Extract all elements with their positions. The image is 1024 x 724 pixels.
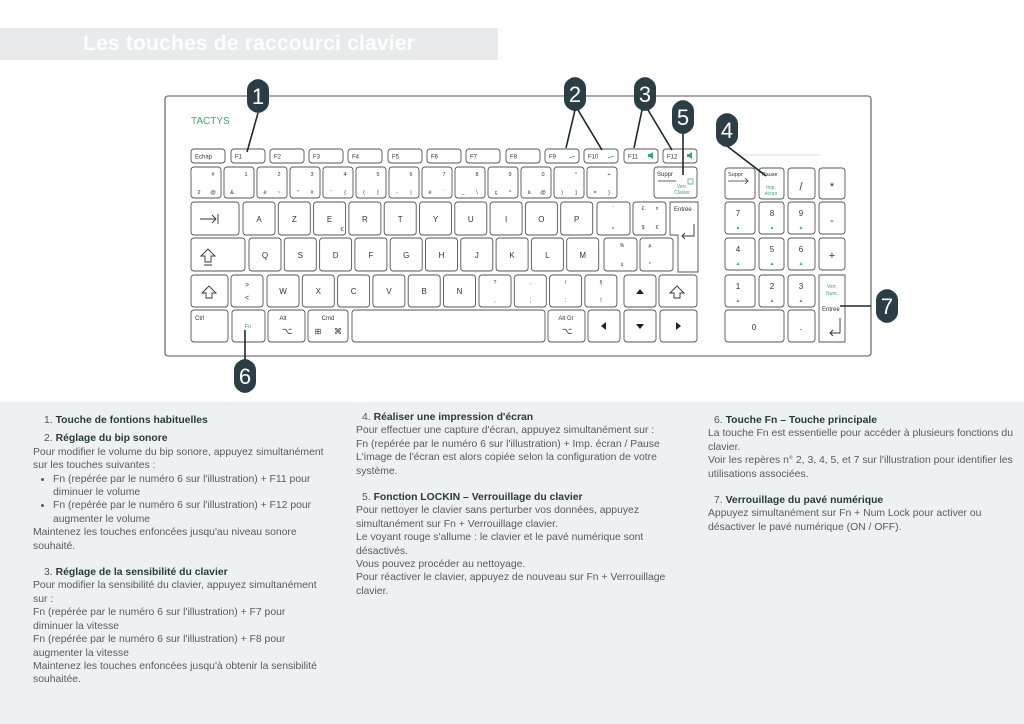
key-label: Ctrl <box>195 316 205 322</box>
section-5-line: Le voyant rouge s'allume : le clavier et le pavé numérique sont désactivés. <box>356 532 644 557</box>
key-label: , <box>494 298 496 304</box>
key-label: ç <box>494 190 498 196</box>
key-label: F6 <box>431 154 439 161</box>
key-label: ~ <box>277 190 281 196</box>
section-2-number: 2. <box>44 433 53 445</box>
key-label: ù <box>620 262 624 268</box>
section-6-line: Voir les repères n° 2, 3, 4, 5, et 7 sur l'illustration pour identifier les utilisations associées. <box>708 455 1013 480</box>
key-letter-extra <box>633 202 666 235</box>
key-label: Suppr <box>657 172 674 178</box>
key-label: ] <box>575 190 577 196</box>
key-label: F5 <box>392 154 400 161</box>
key-label: ` <box>443 190 445 196</box>
key-label: 7 <box>735 209 741 218</box>
key-label: : <box>564 298 567 304</box>
key-label: à <box>527 190 531 196</box>
key-label: . <box>529 280 531 286</box>
key-label: 2 <box>197 190 201 196</box>
section-6-title: Touche Fn – Touche principale <box>725 415 878 426</box>
key-label: Z <box>291 215 297 224</box>
section-3-line: Pour modifier la sensibilité du clavier, appuyez simultanément sur : <box>33 580 317 605</box>
section-7-heading <box>708 494 1014 507</box>
callout-number: 6 <box>238 364 252 389</box>
key-label: ! <box>600 298 602 304</box>
key-label: 9 <box>798 209 804 218</box>
key-label: E <box>326 215 333 224</box>
key-label: 9 <box>508 172 512 178</box>
key-num-row <box>224 167 254 198</box>
key-label: # <box>310 190 314 196</box>
section-4-title: Réaliser une impression d'écran <box>373 412 534 423</box>
key-label: P <box>574 215 580 224</box>
key-label: ▲ <box>769 225 775 231</box>
key-num-row <box>257 167 287 198</box>
key-label: Imp. <box>766 185 776 191</box>
key-num-row <box>389 167 419 198</box>
key-label: ▲ <box>798 298 804 304</box>
key-label: F11 <box>628 154 638 161</box>
key-label: 4 <box>735 245 741 254</box>
key-label: C <box>350 287 357 296</box>
key-label: ⊞ <box>314 327 322 336</box>
key-label: @ <box>210 190 216 196</box>
section-3-line: Fn (repérée par le numéro 6 sur l'illustration) + F8 pour augmenter la vitesse <box>33 634 286 659</box>
key-label: H <box>438 251 445 260</box>
key-label: ▲ <box>769 298 775 304</box>
section-7-line: Appuyez simultanément sur Fn + Num Lock pour activer ou désactiver le pavé numérique (ON / OFF). <box>708 508 982 533</box>
key-label: Suppr <box>728 172 743 178</box>
section-2-item: • Fn (repérée par le numéro 6 sur l'illustration) + F11 pour diminuer le volume <box>53 473 328 500</box>
instructions-column-2 <box>356 411 666 598</box>
section-1-title: Touche de fontions habituelles <box>55 415 208 426</box>
section-2-item: • Fn (repérée par le numéro 6 sur l'illustration) + F12 pour augmenter le volume <box>53 499 328 526</box>
key-label: ▲ <box>735 298 741 304</box>
key-label: ⌥ <box>281 326 293 336</box>
key-label: * <box>649 262 651 268</box>
section-1-heading <box>38 414 328 427</box>
key-label: | <box>410 190 412 196</box>
key-space <box>352 310 545 342</box>
key-num-row <box>488 167 518 198</box>
key-letter-extra <box>640 238 673 271</box>
section-4-line: Fn (repérée par le numéro 6 sur l'illustration) + Imp. écran / Pause <box>356 438 660 450</box>
section-4-number: 4. <box>362 412 371 423</box>
section-5-line: Pour nettoyer le clavier sans perturber vos données, appuyez simultanément sur Fn + Verrouillage clavier. <box>356 505 640 530</box>
key-label: ^ <box>508 190 512 196</box>
key-label: R <box>362 215 368 224</box>
key-label: ▲ <box>798 261 804 267</box>
key-label: # <box>211 172 215 178</box>
key-label: I <box>504 215 508 224</box>
key-label: - <box>830 215 834 227</box>
section-2-intro: Pour modifier le volume du bip sonore, appuyez simultanément sur les touches suivantes : <box>33 446 324 472</box>
section-6-line: La touche Fn est essentielle pour accéder à plusieurs fonctions du clavier. <box>708 428 1013 453</box>
key-label: 0 <box>751 323 757 332</box>
key-label: N <box>456 287 463 296</box>
section-2-outro: Maintenez les touches enfoncées jusqu'au niveau sonore souhaité. <box>33 527 297 552</box>
key-label: 2 <box>277 172 281 178</box>
key-num-row <box>356 167 386 198</box>
section-6-number: 6. <box>714 415 723 426</box>
section-7-title: Verrouillage du pavé numérique <box>725 495 884 507</box>
key-label: 8 <box>475 172 479 178</box>
key-caps <box>191 238 245 271</box>
key-label: M <box>579 251 587 260</box>
key-label: ▲ <box>769 261 775 267</box>
section-5-title: Fonction LOCKIN – Verrouillage du clavier <box>373 492 583 504</box>
key-label: 3 <box>798 282 804 291</box>
key-label: 5 <box>769 245 775 254</box>
key-label: 6 <box>409 172 413 178</box>
key-label: ( <box>363 190 365 196</box>
key-label: 0 <box>541 172 545 178</box>
key-label: ¤ <box>655 206 659 212</box>
key-label: Cmd <box>321 316 335 322</box>
key-label: ; <box>529 298 532 304</box>
key-label: ° <box>574 172 578 178</box>
key-label: ¨ <box>612 206 614 212</box>
key-label: L <box>545 251 550 260</box>
key-label: Entrée <box>674 207 692 213</box>
key-label: F7 <box>470 154 478 161</box>
section-3-title: Réglage de la sensibilité du clavier <box>55 567 228 579</box>
key-num-row <box>554 167 584 198</box>
key-label: è <box>428 190 432 196</box>
instructions-column-3 <box>708 414 1014 534</box>
key-label: 1 <box>244 172 248 178</box>
key-label: @ <box>540 190 546 196</box>
key-label: { <box>344 190 346 196</box>
key-shift-left <box>191 275 228 307</box>
key-label: 4 <box>343 172 347 178</box>
key-label: Num. <box>826 291 838 297</box>
key-label: \ <box>476 190 478 196</box>
key-label: F8 <box>510 154 518 161</box>
key-label: ' <box>330 190 332 196</box>
callout-number: 1 <box>251 84 265 109</box>
key-label: Pause <box>762 172 778 178</box>
key-label: D <box>332 251 339 260</box>
key-num-row <box>455 167 485 198</box>
section-2-title: Réglage du bip sonore <box>55 433 168 445</box>
instructions-panel <box>0 402 1024 724</box>
key-label: " <box>297 190 299 196</box>
section-5-number: 5. <box>362 492 371 504</box>
key-label: Q <box>261 251 269 260</box>
section-3-number: 3. <box>44 567 53 579</box>
key-label: T <box>397 215 403 224</box>
key-label: ? <box>493 280 497 286</box>
key-cmd <box>308 310 348 342</box>
section-5-line: Pour réactiver le clavier, appuyez de nouveau sur Fn + Verrouillage clavier. <box>356 572 666 597</box>
section-2-heading <box>38 432 328 445</box>
section-5-line: Vous pouvez procéder au nettoyage. <box>356 559 526 571</box>
key-label: € <box>655 225 659 231</box>
key-label: A <box>256 215 262 224</box>
key-label: ⌘ <box>334 327 342 336</box>
key-label: F3 <box>313 154 321 161</box>
key-label: Clavier <box>674 190 690 196</box>
key-label: ^ <box>611 227 615 233</box>
key-label: £ <box>641 206 645 212</box>
key-label: F2 <box>274 154 282 161</box>
section-7-number: 7. <box>714 495 723 507</box>
key-label: / <box>799 181 803 193</box>
key-label: K <box>509 251 515 260</box>
key-label: + <box>607 172 611 178</box>
key-num-row <box>587 167 617 198</box>
key-label: } <box>608 190 610 196</box>
key-label: ▲ <box>735 261 741 267</box>
callout-number: 3 <box>638 82 652 107</box>
key-label: & <box>230 190 234 196</box>
key-label: ▲ <box>798 225 804 231</box>
key-label: [ <box>377 190 379 196</box>
key-label: W <box>279 287 287 296</box>
key-label: F12 <box>667 154 678 161</box>
key-label: Verr. <box>676 184 688 190</box>
key-label: écran <box>764 191 778 197</box>
key-label: O <box>538 215 545 224</box>
key-label: 3 <box>310 172 314 178</box>
callout-number: 7 <box>880 294 894 319</box>
key-label: 7 <box>442 172 446 178</box>
key-label: U <box>467 215 474 224</box>
key-label: V <box>386 287 392 296</box>
key-label: 8 <box>769 209 775 218</box>
section-3-heading <box>38 566 328 579</box>
key-label: ) <box>561 190 563 196</box>
section-4-heading <box>356 411 666 424</box>
key-label: ▲ <box>735 225 741 231</box>
key-label: . <box>799 322 803 332</box>
section-3-line: Maintenez les touches enfoncées jusqu'à obtenir la sensibilité souhaitée. <box>33 660 317 686</box>
key-label: 1 <box>735 282 741 291</box>
key-label: G <box>403 251 410 260</box>
callout-number: 4 <box>720 118 734 143</box>
key-label: < <box>244 295 250 302</box>
key-num-row <box>323 167 353 198</box>
key-label: 2 <box>769 282 775 291</box>
callout-number: 2 <box>568 82 582 107</box>
key-label: B <box>421 287 427 296</box>
key-num-row <box>422 167 452 198</box>
key-label: € <box>340 227 344 233</box>
key-label: F10 <box>588 154 599 161</box>
instructions-column-1 <box>33 414 328 687</box>
key-label: Y <box>432 215 439 224</box>
key-label: F4 <box>352 154 360 161</box>
key-shift-right <box>659 275 697 307</box>
key-label: F9 <box>549 154 557 161</box>
key-label: _ <box>461 190 465 196</box>
key-label: 6 <box>798 245 804 254</box>
section-4-line: L'image de l'écran est alors copiée selon la configuration de votre système. <box>356 452 657 477</box>
key-chevrons <box>231 275 263 307</box>
key-label: J <box>474 251 479 260</box>
key-label: Alt <box>279 316 287 322</box>
key-label: % <box>619 243 625 249</box>
page-title: Les touches de raccourci clavier <box>83 32 416 55</box>
key-label: S <box>297 251 303 260</box>
section-1-number: 1. <box>44 415 53 426</box>
key-num-row <box>191 167 221 198</box>
key-label: + <box>828 250 836 262</box>
section-6-heading <box>708 414 1014 427</box>
key-ctrl <box>191 310 228 342</box>
brand-logo: TACTYS <box>191 116 230 127</box>
key-label: µ <box>648 243 652 249</box>
section-4-line: Pour effectuer une capture d'écran, appuyez simultanément sur : <box>356 425 655 437</box>
key-num-row <box>521 167 551 198</box>
key-label: - <box>396 190 398 196</box>
key-num-row <box>290 167 320 198</box>
key-label: F1 <box>235 154 243 161</box>
key-label: Fn <box>244 324 252 330</box>
key-label: Alt Gr <box>558 316 574 322</box>
key-label: $ <box>641 225 645 231</box>
key-label: / <box>564 280 567 286</box>
key-label: X <box>315 287 321 296</box>
key-label: ⌥ <box>561 326 573 336</box>
key-label: > <box>244 282 250 289</box>
section-5-heading <box>356 491 666 504</box>
section-3-line: Fn (repérée par le numéro 6 sur l'illustration) + F7 pour diminuer la vitesse <box>33 607 286 632</box>
key-label: = <box>593 190 597 196</box>
key-label: § <box>599 280 603 286</box>
key-label: 5 <box>376 172 380 178</box>
key-label: Verr. <box>826 284 838 290</box>
callout-number: 5 <box>676 105 690 130</box>
key-label: Echap <box>195 154 213 161</box>
key-label: é <box>263 190 267 196</box>
key-label: * <box>829 181 835 193</box>
key-label: F <box>368 251 374 260</box>
key-label: Entrée <box>822 307 840 313</box>
